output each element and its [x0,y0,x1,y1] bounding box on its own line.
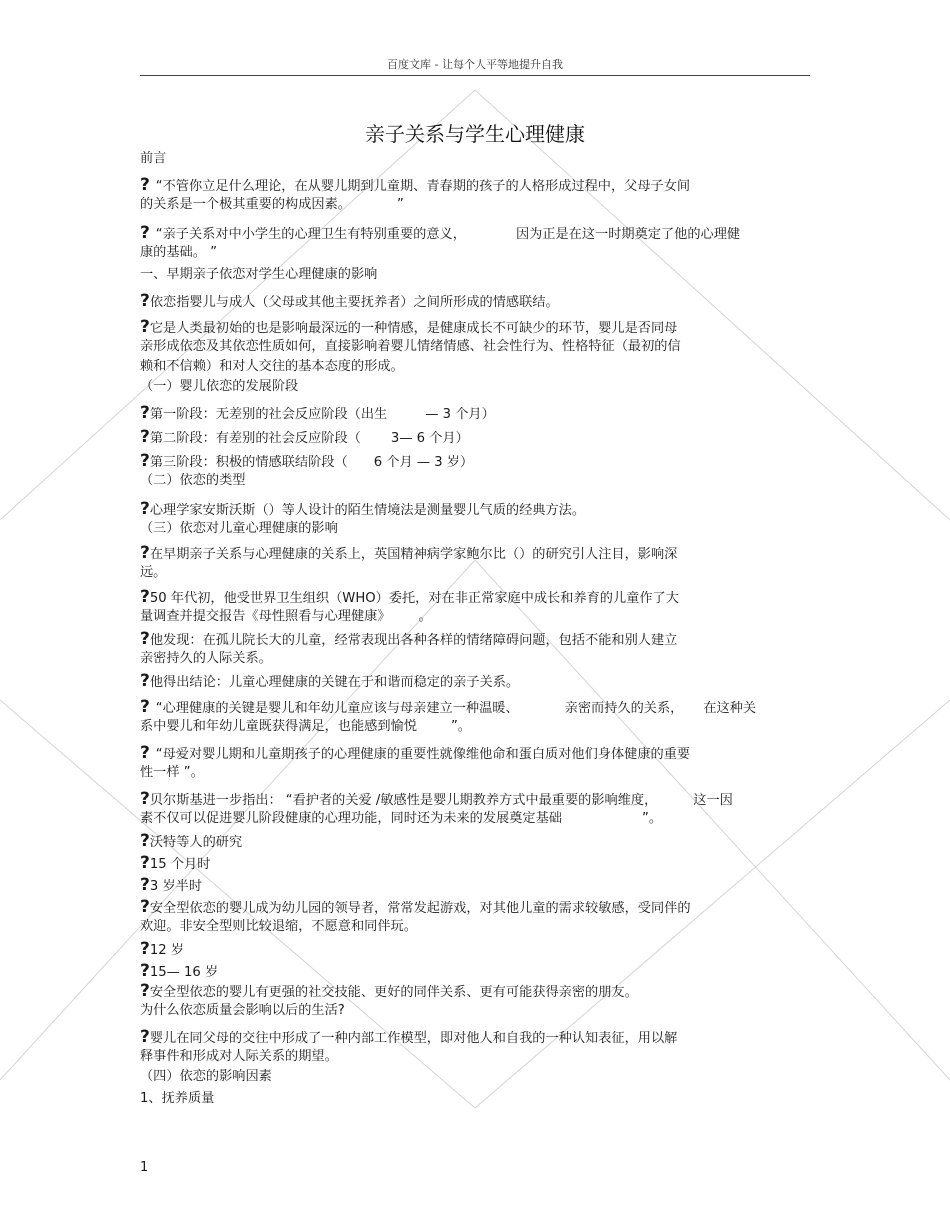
text-line [140,358,404,376]
bullet-marker: ? [140,427,150,447]
text-line [140,898,691,918]
text-segment: 他得出结论：儿童心理健康的关键在于和谐而稳定的亲子关系。 [149,675,520,690]
text-line [140,150,166,168]
text-line [140,810,662,828]
text-line [140,244,217,262]
bullet-marker: ? [140,961,150,981]
text-segment: 15 个月时 [149,857,211,872]
text-line [140,196,404,214]
text-line [140,176,690,196]
bullet-marker: ? [140,175,156,195]
text-segment: 依恋指婴儿与成人（父母或其他主要抚养者）之间所形成的情感联结。 [149,295,559,310]
page-number: 1 [140,1160,149,1175]
text-segment: — 3 个月） [425,407,495,422]
bullet-marker: ? [140,875,150,895]
header-divider [140,75,810,76]
text-segment: “心理健康的关键是婴儿和年幼儿童应该与母亲建立一种温暖、 [155,701,519,716]
text-segment: ”。 [450,719,471,734]
text-segment: 安全型依恋的婴儿成为幼儿园的领导者，常常发起游戏，对其他儿童的需求较敏感，受同伴的 [149,901,691,916]
text-line [140,318,677,338]
text-line [140,520,338,538]
text-segment: 50 年代初，他受世界卫生组织（WHO）委托，对在非正常家庭中成长和养育的儿童作了大 [149,591,679,606]
text-line [140,940,184,960]
text-segment: 亲形成依恋及其依恋性质如何，直接影响着婴儿情绪情感、社会性行为、性格特征（最初的信 [140,339,681,354]
text-line [140,698,756,718]
text-line [140,1002,345,1020]
text-line [140,650,272,668]
text-segment: 他发现：在孤儿院长大的儿童，经常表现出各种各样的情绪障碍问题，包括不能和别人建立 [149,633,678,648]
bullet-marker: ? [140,403,150,423]
text-segment: ” [397,197,404,212]
text-line [140,962,218,982]
text-line [140,500,585,520]
text-line [140,428,469,448]
bullet-marker: ? [140,543,150,563]
text-segment: 康的基础。 ” [140,245,217,260]
text-segment: 欢迎。非安全型则比较退缩，不愿意和同伴玩。 [140,919,417,934]
text-line [140,404,495,424]
bullet-marker: ? [140,939,150,959]
text-segment: 在早期亲子关系与心理健康的关系上，英国精神病学家鲍尔比（）的研究引人注目，影响深 [149,547,678,562]
text-line [140,1048,338,1066]
bullet-marker: ? [140,317,150,337]
text-segment: 远。 [140,565,167,580]
text-line [140,876,202,896]
text-line [140,1090,214,1108]
text-segment: 贝尔斯基进一步指出： [149,793,282,808]
text-segment: 它是人类最初始的也是影响最深远的一种情感，是健康成长不可缺少的环节，婴儿是否同母 [149,321,678,336]
text-line [140,1068,272,1086]
text-segment: 因为正是在这一时期奠定了他的心理健 [515,227,741,242]
text-line [140,790,733,810]
bullet-marker: ? [140,897,150,917]
text-segment: 安全型依恋的婴儿有更强的社交技能、更好的同伴关系、更有可能获得亲密的朋友。 [149,985,638,1000]
text-segment: 3— 6 个月） [390,431,469,446]
text-segment: 一、早期亲子依恋对学生心理健康的影响 [140,267,378,282]
text-segment: （一）婴儿依恋的发展阶段 [140,379,299,394]
document-title: 亲子关系与学生心理健康 [365,122,585,146]
bullet-marker: ? [140,697,156,717]
text-segment: 第一阶段：无差别的社会反应阶段（出生 [149,407,388,422]
text-segment: （二）依恋的类型 [140,473,246,488]
text-line [140,764,204,782]
text-segment: “亲子关系对中小学生的心理卫生有特别重要的意义， [155,227,466,242]
text-segment: 第二阶段：有差别的社会反应阶段（ [149,431,361,446]
text-segment: “不管你立足什么理论，在从婴儿期到儿童期、青春期的孩子的人格形成过程中，父母子女间 [155,179,691,194]
text-line [140,832,242,852]
text-line [140,1028,677,1048]
text-segment: 第三阶段：积极的情感联结阶段（ [149,455,348,470]
text-segment: 亲密持久的人际关系。 [140,651,272,666]
bullet-marker: ? [140,587,150,607]
text-line [140,630,677,650]
text-segment: 为什么依恋质量会影响以后的生活? [140,1003,345,1018]
page-header: 百度文库 - 让每个人平等地提升自我 [387,58,563,71]
text-segment: “看护者的关爱 /敏感性是婴儿期教养方式中最重要的影响维度， [285,793,658,808]
bullet-marker: ? [140,743,156,763]
bullet-marker: ? [140,291,150,311]
bullet-marker: ? [140,499,150,519]
text-line [140,608,432,626]
text-line [140,854,210,874]
bullet-marker: ? [140,831,150,851]
text-segment: （三）依恋对儿童心理健康的影响 [140,521,338,536]
text-line [140,378,298,396]
bullet-marker: ? [140,853,150,873]
text-line [140,224,740,244]
text-segment: 释事件和形成对人际关系的期望。 [140,1049,338,1064]
text-segment: 3 岁半时 [149,879,203,894]
text-segment: 亲密而持久的关系， [564,701,684,716]
bullet-marker: ? [140,223,156,243]
text-line [140,744,690,764]
text-segment: 的关系是一个极其重要的构成因素。 [140,197,351,212]
text-line [140,564,166,582]
text-segment: 系中婴儿和年幼儿童既获得满足，也能感到愉悦 [140,719,417,734]
text-line [140,338,681,356]
text-segment: 素不仅可以促进婴儿阶段健康的心理功能，同时还为未来的发展奠定基础 [140,811,562,826]
text-line [140,452,473,472]
text-line [140,718,471,736]
bullet-marker: ? [140,981,150,1001]
bullet-marker: ? [140,629,150,649]
bullet-marker: ? [140,789,150,809]
text-segment: 沃特等人的研究 [149,835,243,850]
text-segment: 15— 16 岁 [149,965,219,980]
text-segment: ”。 [642,811,663,826]
text-segment: 这一因 [693,793,733,808]
text-segment: 性一样 ”。 [140,765,204,780]
text-segment: 婴儿在同父母的交往中形成了一种内部工作模型，即对他人和自我的一种认知表征，用以解 [149,1031,678,1046]
bullet-marker: ? [140,1027,150,1047]
text-line [140,982,638,1002]
text-line [140,588,679,608]
text-line [140,472,246,490]
text-segment: “母爱对婴儿期和儿童期孩子的心理健康的重要性就像维他命和蛋白质对他们身体健康的重要 [155,747,691,762]
text-line [140,672,519,692]
text-segment: 12 岁 [149,943,185,958]
text-segment: 量调查并提交报告《母性照看与心理健康》 [140,609,391,624]
text-segment: 心理学家安斯沃斯（）等人设计的陌生情境法是测量婴儿气质的经典方法。 [149,503,586,518]
text-segment: 赖和不信赖）和对人交往的基本态度的形成。 [140,359,404,374]
text-segment: 在这种关 [703,701,757,716]
text-line [140,544,677,564]
text-line [140,292,559,312]
text-segment: （四）依恋的影响因素 [140,1069,272,1084]
text-line [140,266,377,284]
text-segment: 1、抚养质量 [140,1091,215,1106]
text-line [140,918,417,936]
text-segment: 。 [418,609,432,624]
text-segment: 6 个月 — 3 岁） [373,455,474,470]
bullet-marker: ? [140,671,150,691]
bullet-marker: ? [140,451,150,471]
text-segment: 前言 [140,151,167,166]
